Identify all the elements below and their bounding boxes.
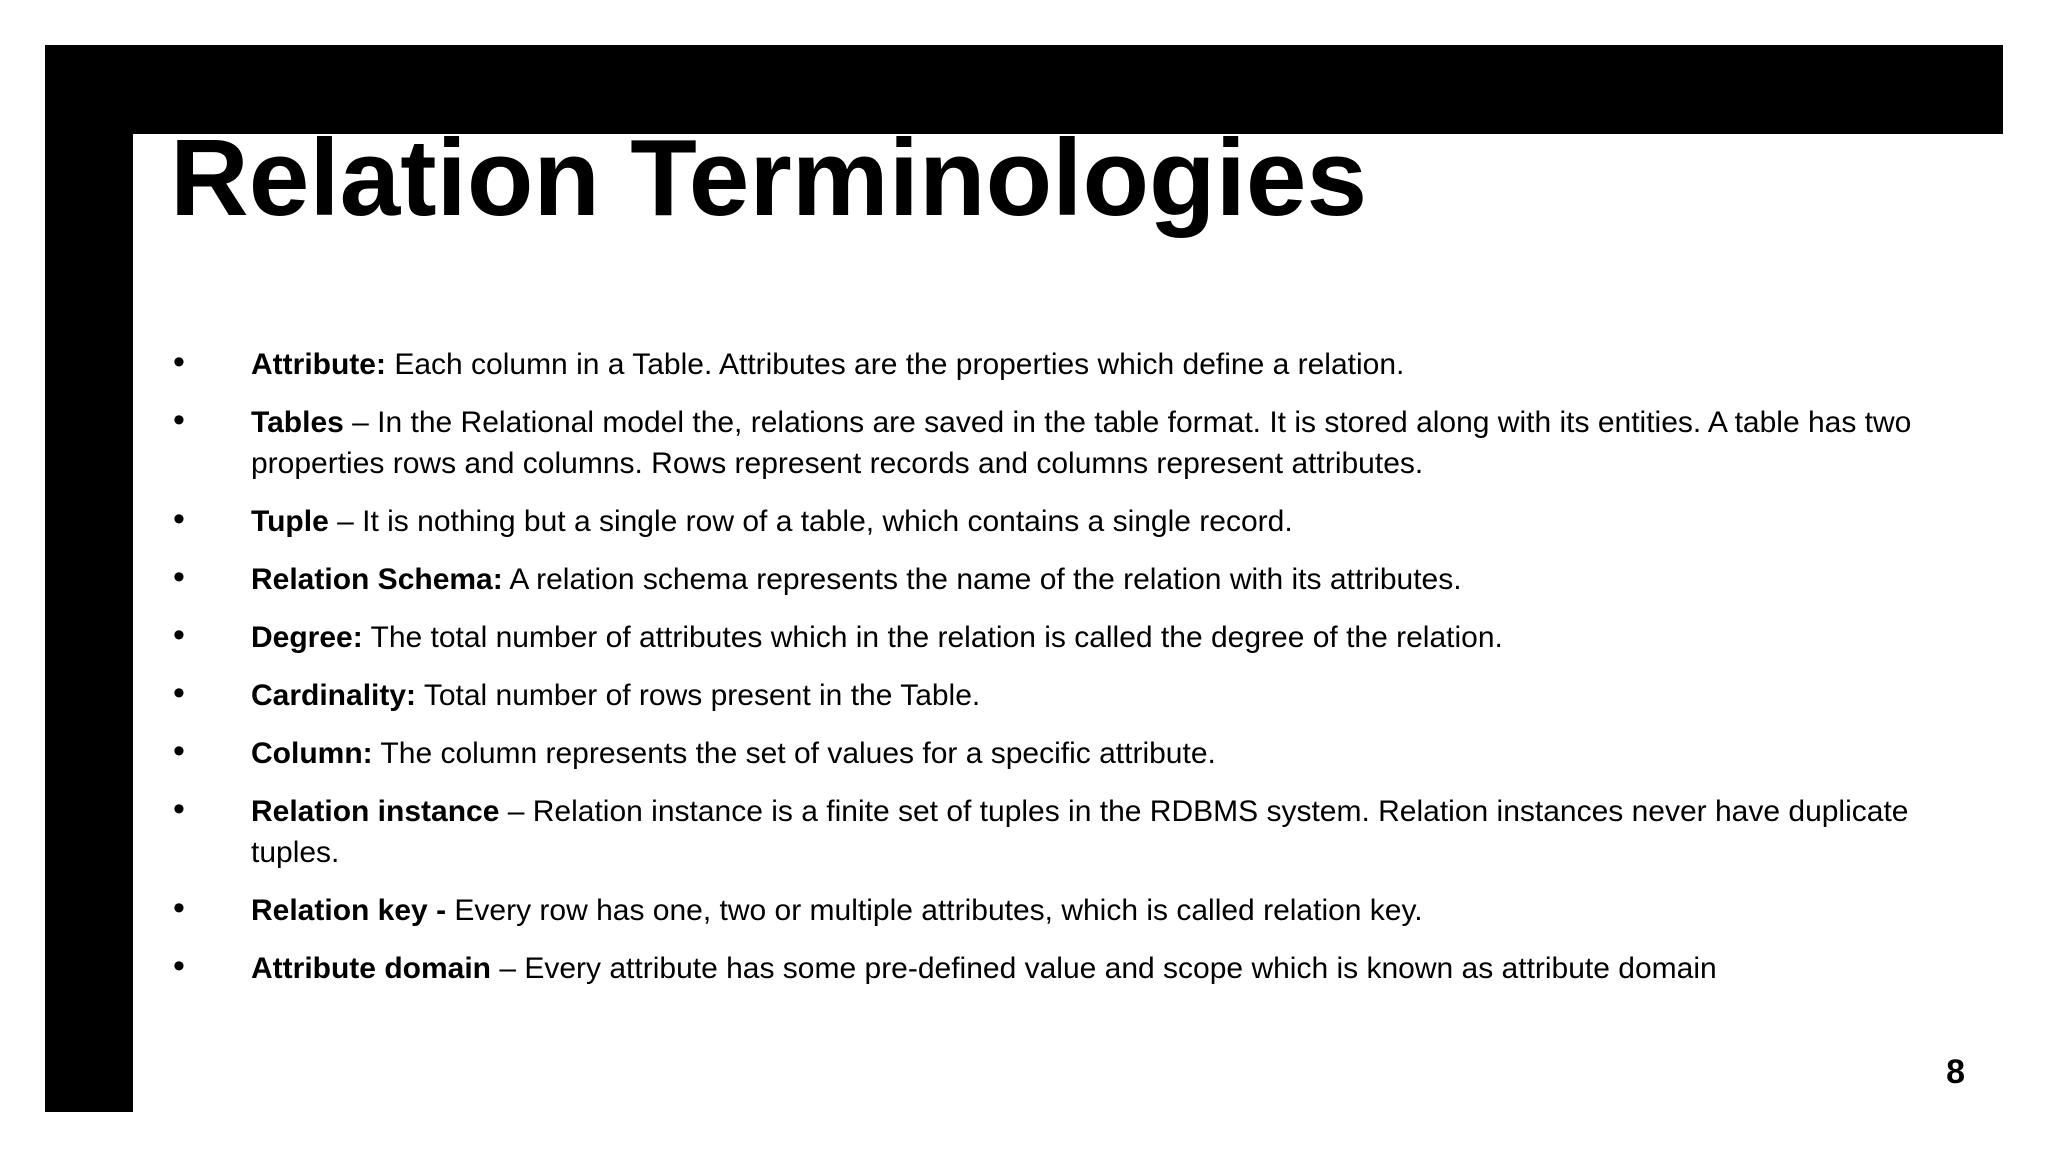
slide-title: Relation Terminologies [170, 134, 1368, 239]
bullet-dot: • [173, 732, 185, 770]
bullet-text: – In the Relational model the, relations are saved in the table format. It is stored along with its entities. A table has two properties rows and columns. Rows represent records and columns represent attributes. [251, 406, 1912, 480]
bullet-dot: • [173, 947, 185, 985]
bullet-item-attribute [173, 344, 1993, 385]
bullet-item-cardinality [173, 675, 1993, 716]
bullet-dot: • [173, 500, 185, 538]
bullet-term: Degree: [251, 621, 363, 654]
bullet-dot: • [173, 558, 185, 596]
bullet-term: Tables [251, 406, 344, 439]
bullet-text: The column represents the set of values for a specific attribute. [372, 737, 1216, 770]
bullet-term: Relation instance [251, 795, 500, 828]
bullet-term: Attribute: [251, 348, 386, 381]
bullet-item-relation-instance [173, 791, 1993, 873]
bullet-term: Cardinality: [251, 679, 417, 712]
bullet-term: Tuple [251, 505, 329, 538]
bullet-item-tuple [173, 501, 1993, 542]
bullet-dot: • [173, 674, 185, 712]
bullet-text: – It is nothing but a single row of a table, which contains a single record. [328, 505, 1293, 538]
bullet-text: A relation schema represents the name of the relation with its attributes. [502, 563, 1462, 596]
bullet-dot: • [173, 616, 185, 654]
bullet-text: The total number of attributes which in the relation is called the degree of the relation. [362, 621, 1503, 654]
bullet-dot: • [173, 790, 185, 828]
bullet-text: Each column in a Table. Attributes are the properties which define a relation. [385, 348, 1405, 381]
bullet-dot: • [173, 889, 185, 927]
bullet-text: – Relation instance is a finite set of tuples in the RDBMS system. Relation instances never have duplicate tuples. [251, 795, 1909, 869]
bullet-text: Total number of rows present in the Table. [416, 679, 981, 712]
bullet-text: Every row has one, two or multiple attributes, which is called relation key. [446, 894, 1423, 927]
bullet-item-attribute-domain [173, 948, 1993, 989]
bullet-item-degree [173, 617, 1993, 658]
bullet-item-tables [173, 402, 1993, 484]
bullet-dot: • [173, 401, 185, 439]
bullet-item-relation-schema [173, 559, 1993, 600]
bullet-list [173, 344, 1993, 1006]
bullet-term: Relation key - [251, 894, 447, 927]
bullet-dot: • [173, 343, 185, 381]
bullet-item-column [173, 733, 1993, 774]
bullet-term: Attribute domain [251, 952, 491, 985]
page-number: 8 [1946, 1053, 1965, 1091]
slide-canvas [133, 134, 2005, 1112]
bullet-text: – Every attribute has some pre-defined value and scope which is known as attribute domain [491, 952, 1717, 985]
bullet-item-relation-key [173, 890, 1993, 931]
bullet-term: Relation Schema: [251, 563, 503, 596]
bullet-term: Column: [251, 737, 373, 770]
slide-frame [45, 45, 2003, 1112]
